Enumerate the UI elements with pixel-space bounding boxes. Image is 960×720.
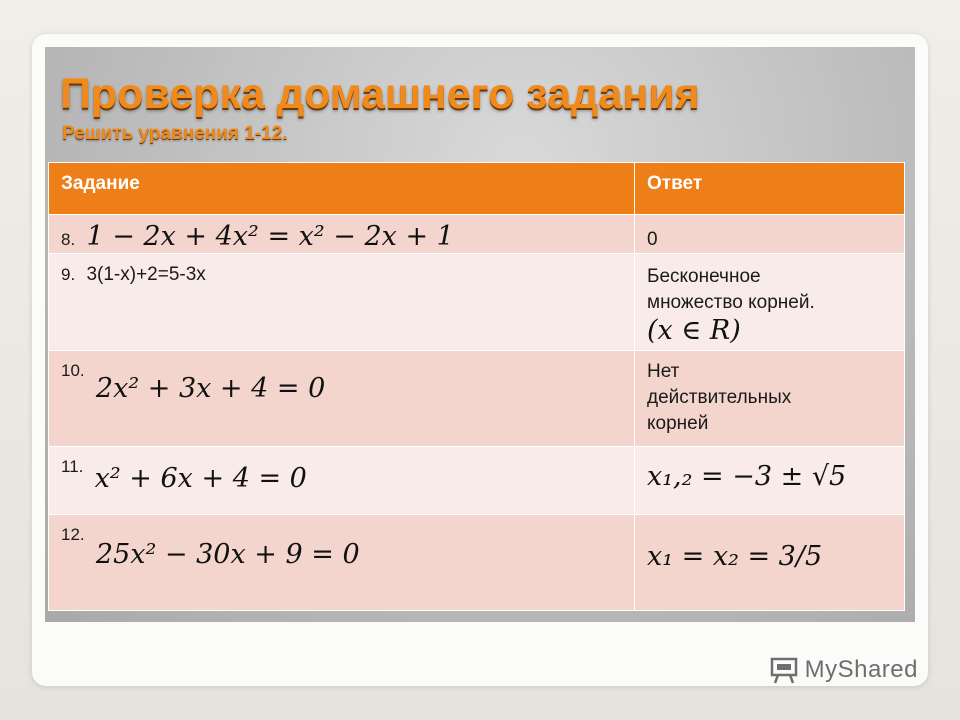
task-number: 11. bbox=[61, 457, 84, 476]
header-task: Задание bbox=[49, 163, 635, 215]
table-header-row bbox=[49, 163, 905, 215]
task-number: 12. bbox=[61, 525, 85, 544]
header-answer: Ответ bbox=[635, 163, 905, 215]
task-equation: 2x² + 3x + 4 = 0 bbox=[95, 373, 326, 404]
task-cell bbox=[49, 254, 635, 351]
task-cell bbox=[49, 447, 635, 515]
table-row bbox=[49, 351, 905, 447]
answer-line: (x ∈ R) bbox=[647, 315, 741, 346]
answer-formula: x₁,₂ = −3 ± √5 bbox=[647, 461, 847, 492]
homework-table bbox=[48, 162, 905, 611]
watermark-text: MyShared bbox=[804, 656, 918, 683]
answer-cell bbox=[635, 515, 905, 611]
task-equation: x² + 6x + 4 = 0 bbox=[94, 463, 307, 494]
task-equation: 25x² − 30x + 9 = 0 bbox=[95, 539, 360, 570]
answer-line: Нет bbox=[647, 361, 680, 382]
table-row bbox=[49, 515, 905, 611]
task-cell bbox=[49, 215, 635, 254]
task-number: 9. bbox=[61, 265, 76, 284]
answer-cell bbox=[635, 351, 905, 447]
answer-cell bbox=[635, 254, 905, 351]
task-number: 10. bbox=[61, 361, 85, 380]
answer-cell bbox=[635, 215, 905, 254]
task-equation: 3(1-x)+2=5-3x bbox=[86, 264, 206, 285]
answer-line: действительных bbox=[647, 387, 792, 408]
answer-cell bbox=[635, 447, 905, 515]
table-row bbox=[49, 254, 905, 351]
slide-title: Проверка домашнего задания bbox=[60, 70, 700, 118]
answer-line: множество корней. bbox=[647, 292, 815, 313]
watermark bbox=[769, 656, 918, 684]
task-equation: 1 − 2x + 4x² = x² − 2x + 1 bbox=[86, 221, 454, 252]
answer-line: Бесконечное bbox=[647, 266, 761, 287]
slide-subtitle: Решить уравнения 1-12. bbox=[62, 123, 288, 144]
answer-formula: x₁ = x₂ = 3/5 bbox=[647, 541, 823, 572]
task-cell bbox=[49, 351, 635, 447]
answer-line: корней bbox=[647, 413, 709, 434]
task-cell bbox=[49, 515, 635, 611]
table-row bbox=[49, 215, 905, 254]
task-number: 8. bbox=[61, 230, 76, 249]
answer-line: 0 bbox=[647, 229, 658, 250]
presentation-board-icon bbox=[769, 656, 799, 684]
table-row bbox=[49, 447, 905, 515]
